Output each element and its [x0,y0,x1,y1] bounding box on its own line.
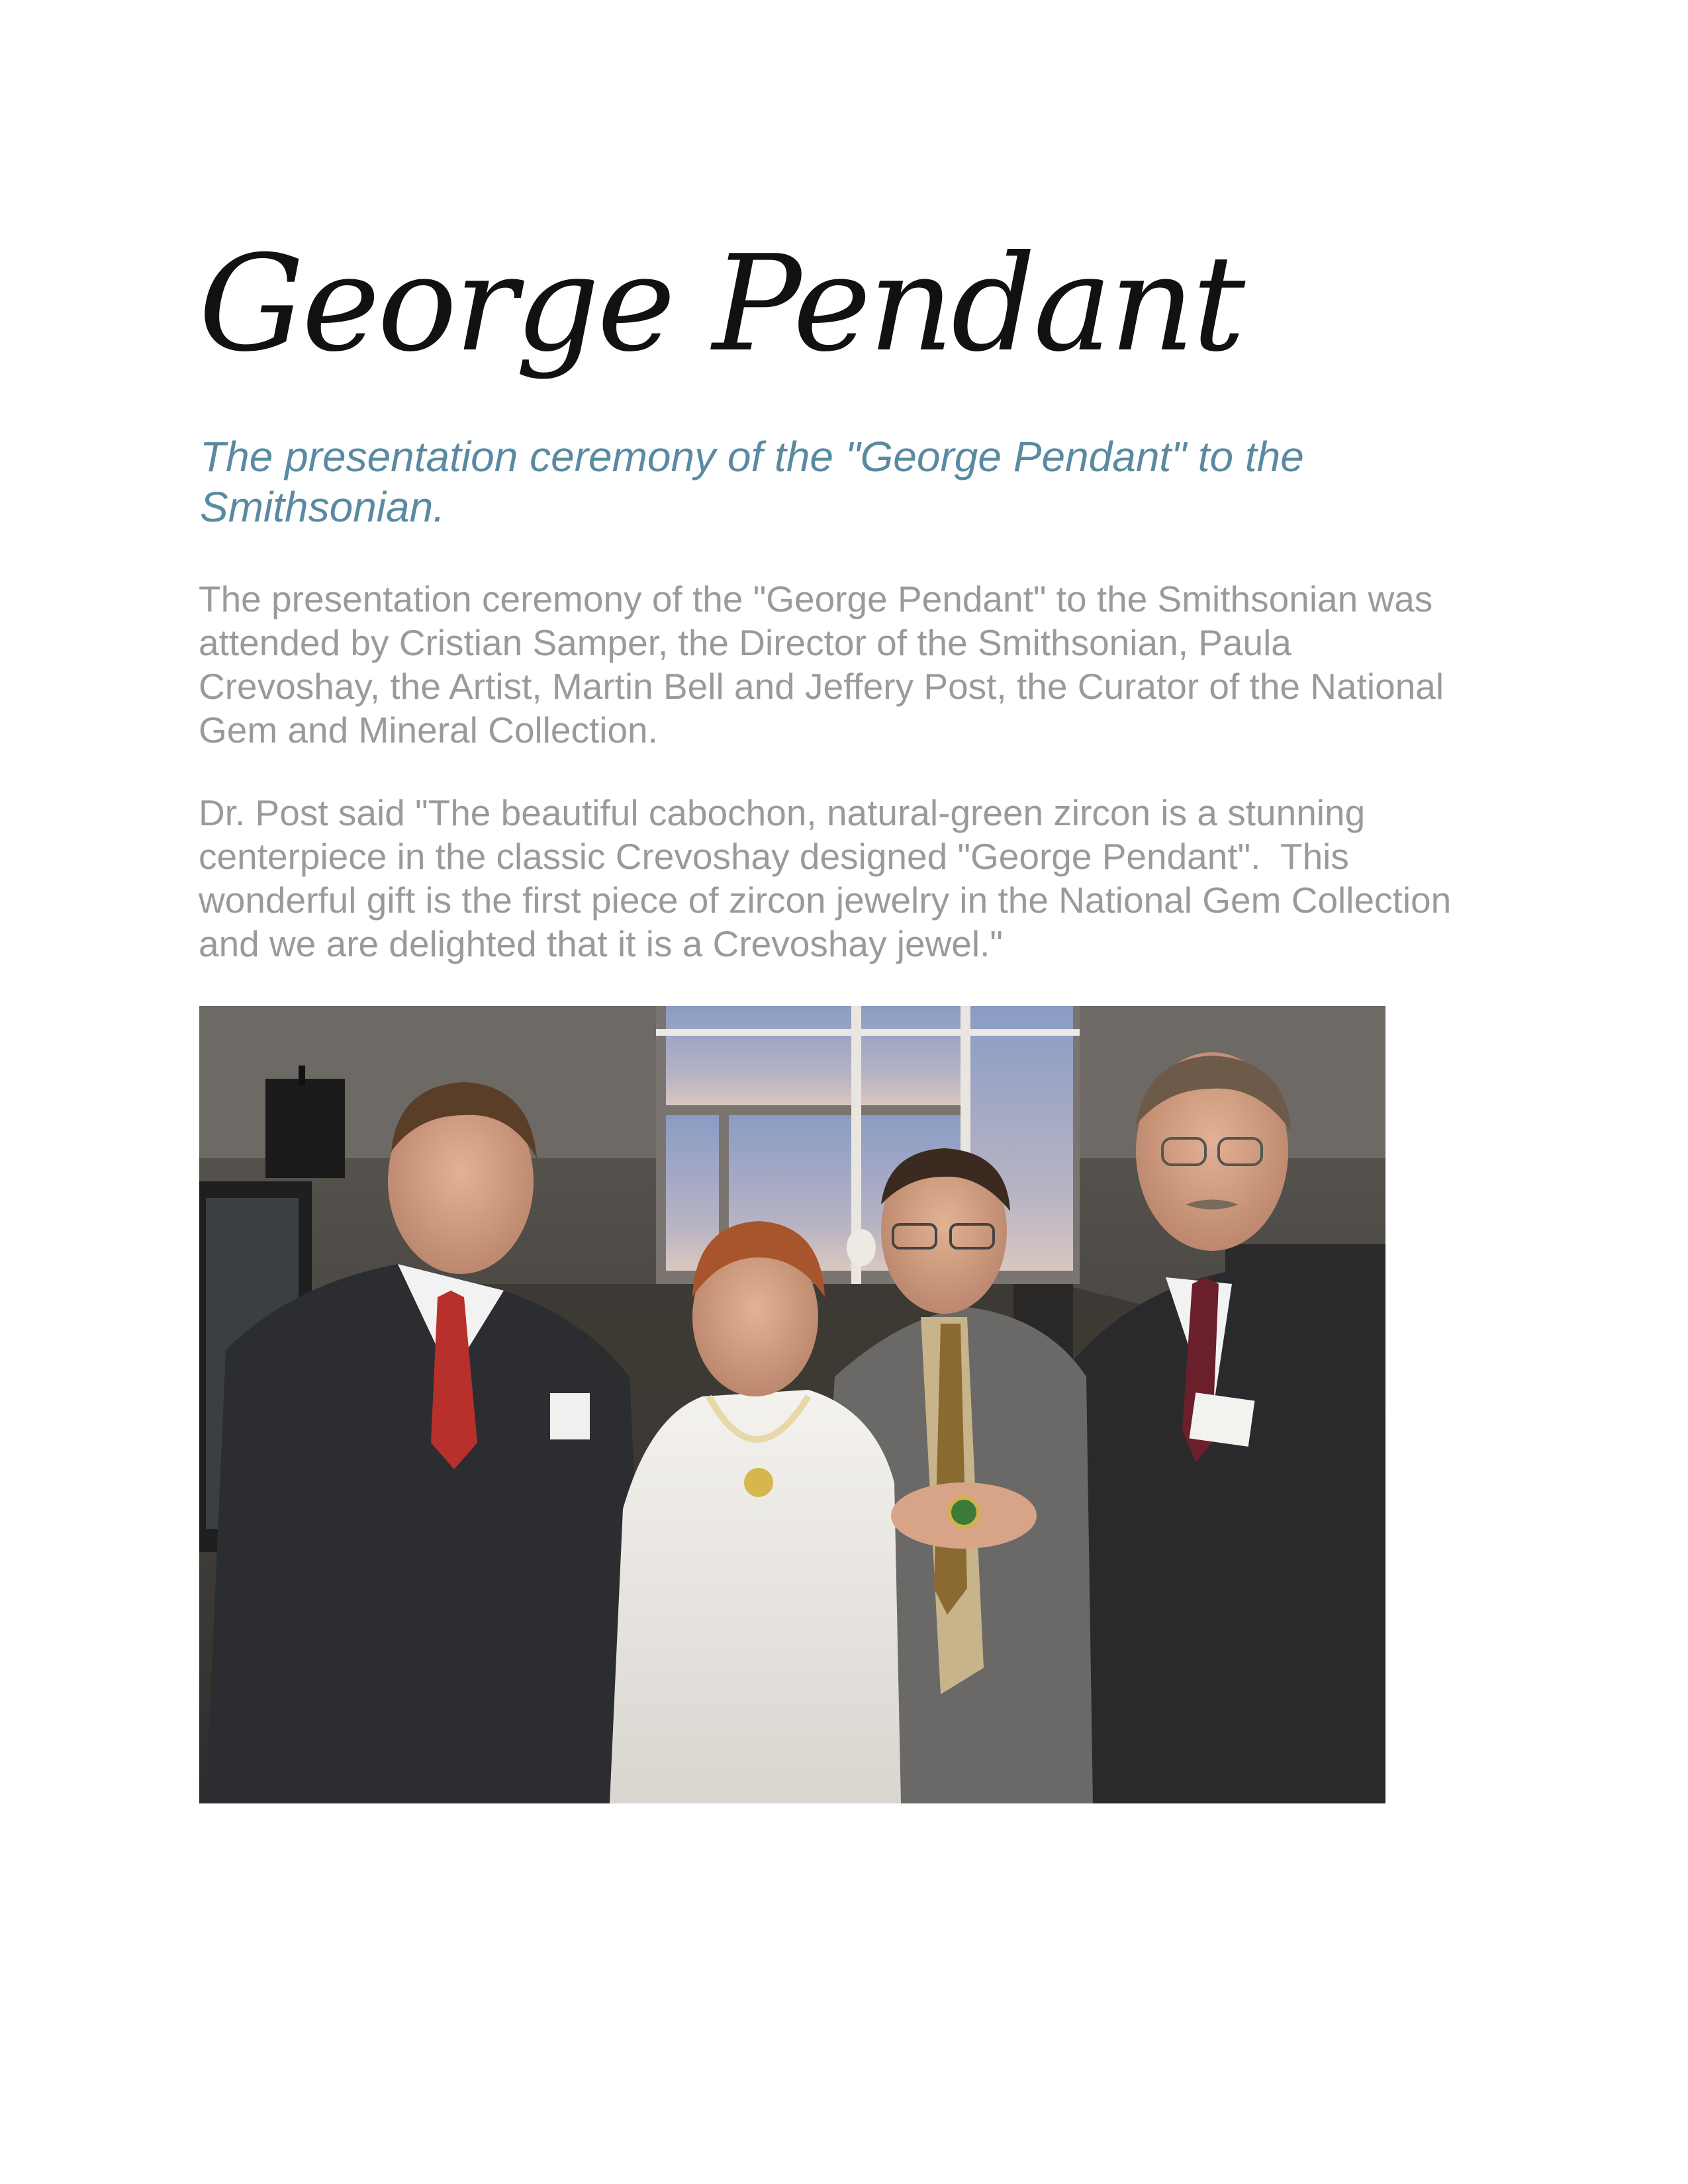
ceremony-photo [199,1006,1385,1803]
page-subtitle: The presentation ceremony of the "George Pendant" to the Smithsonian. [200,433,1304,531]
body-paragraph-quote: Dr. Post said "The beautiful cabochon, natural-green zircon is a stunning centerpiece in the classic Crevoshay designed "George Pendant". This wonderful gift is the first piece of zircon jewelry in the National Gem Collection and we are delighted that it is a Crevoshay jewel." [199,792,1462,964]
body-paragraph-attendees: The presentation ceremony of the "George Pendant" to the Smithsonian was attended by Cristian Samper, the Director of the Smithsonian, Paula Crevoshay, the Artist, Martin Bell and Jeffery Post, the Curator of the National Gem and Mineral Collection. [199,578,1454,751]
page-title: George Pendant [199,227,1243,381]
